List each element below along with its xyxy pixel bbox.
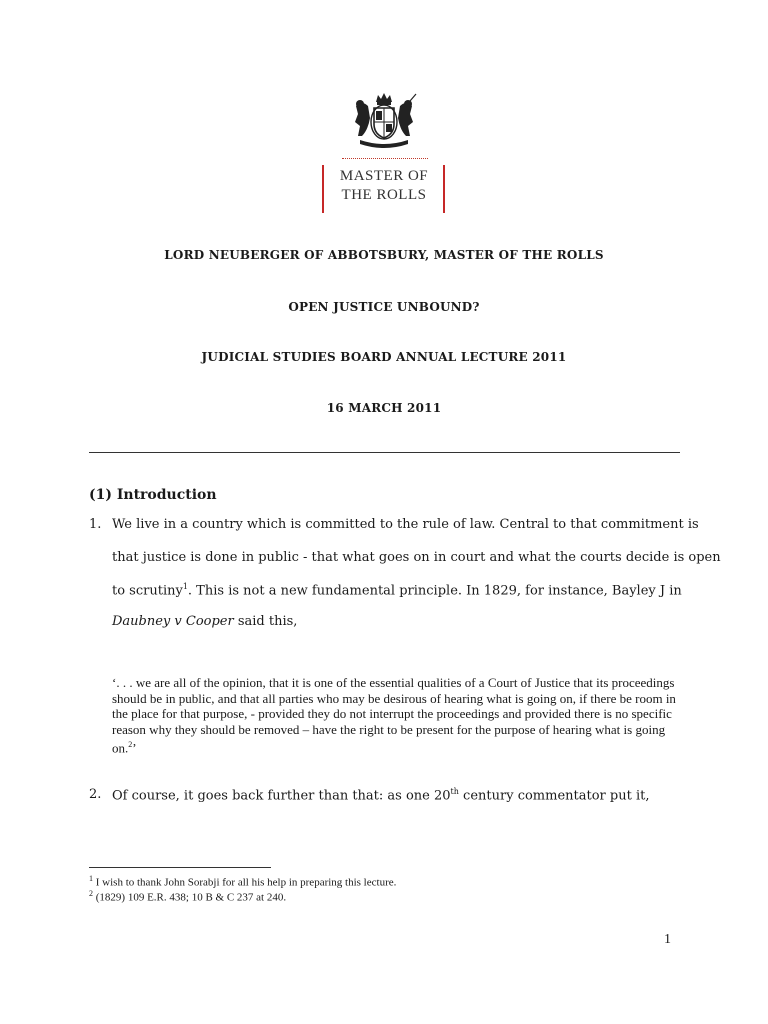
paragraph-1-line-3-rest: . This is not a new fundamental principle. In 1829, for instance, Bayley J in [187,583,682,599]
lecture-title: OPEN JUSTICE UNBOUND? [288,300,480,314]
quote-close: ’ [132,740,137,756]
event-heading: JUDICIAL STUDIES BOARD ANNUAL LECTURE 2011 [201,350,567,364]
quote-text: ‘. . . we are all of the opinion, that it is one of the essential qualities of a Court of Justice that its proceedings should be in public, and that all parties who may be desirous of hearing what is going on, if there be room in the place for that purpose, - provided they do not interrupt the proceedings and provided there is no specific reason why they should be removed – have the right to be present for the purpose of hearing what is going on. [112,675,676,756]
letterhead-title-line2: THE ROLLS [341,187,427,203]
paragraph-1-line-4-rest: said this, [233,614,298,629]
footnote-2 [89,889,286,904]
footnote-ref-1[interactable]: 1 [182,582,188,591]
letterhead-title-line1: MASTER OF [339,168,429,184]
paragraph-2-text-rest: century commentator put it, [458,788,650,804]
ordinal-suffix: th [450,787,459,796]
footnote-2-text: (1829) 109 E.R. 438; 10 B & C 237 at 240. [93,891,287,904]
footnote-separator [89,867,271,868]
royal-coat-of-arms-logo [350,92,418,148]
horizontal-rule [89,452,680,453]
paragraph-1-number: 1. [89,517,102,532]
letterhead-dotted-rule [342,158,428,159]
case-name: Daubney v Cooper [112,614,234,629]
page-number: 1 [664,932,671,947]
footnote-1 [89,874,396,889]
paragraph-2-number: 2. [89,787,102,802]
paragraph-1-line-1: We live in a country which is committed to the rule of law. Central to that commitment is [112,517,699,532]
paragraph-1-line-3 [112,582,680,598]
footnote-ref-2[interactable]: 2 [128,740,133,749]
footnote-1-text: I wish to thank John Sorabji for all his help in preparing this lecture. [93,876,397,889]
section-heading: (1) Introduction [89,487,217,503]
footnote-2-number: 2 [89,889,93,898]
paragraph-1-line-3-text: to scrutiny [112,583,183,599]
block-quote [112,675,680,756]
paragraph-1-line-2: that justice is done in public - that what goes on in court and what the courts decide is open [112,550,721,565]
date-heading: 16 MARCH 2011 [326,401,442,415]
paragraph-2-line-1 [112,787,680,803]
speaker-heading: LORD NEUBERGER OF ABBOTSBURY, MASTER OF THE ROLLS [164,248,604,262]
paragraph-1-line-4 [112,614,680,629]
footnote-1-number: 1 [89,874,93,883]
paragraph-2-text: Of course, it goes back further than that: as one 20 [112,788,451,804]
